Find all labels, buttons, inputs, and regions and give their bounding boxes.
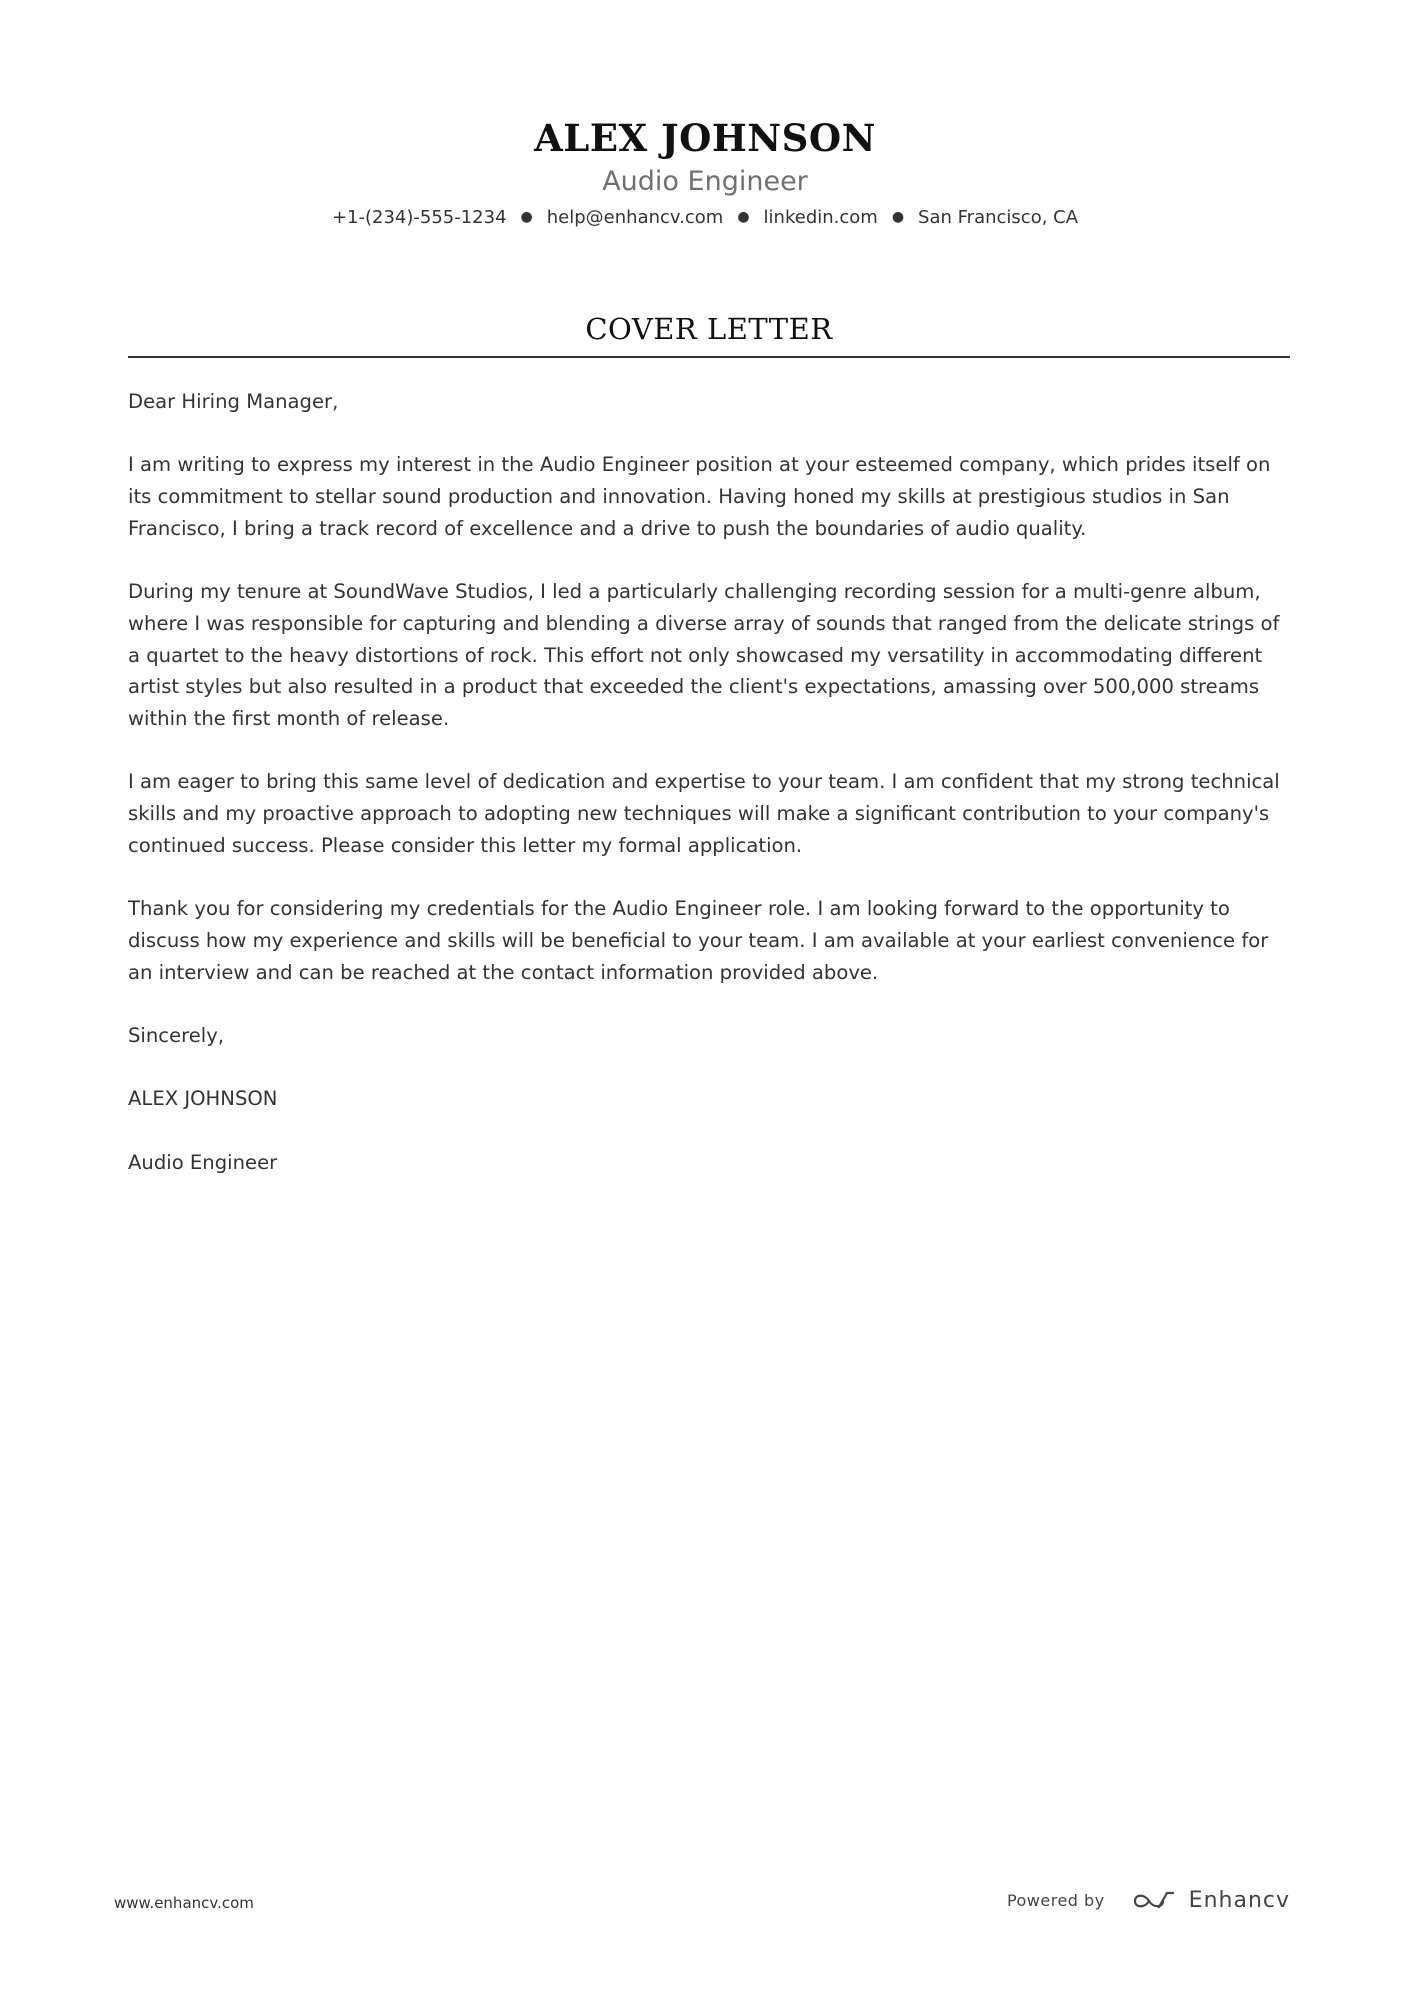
- applicant-title: Audio Engineer: [602, 166, 808, 197]
- powered-by-label: Powered by: [1006, 1891, 1105, 1910]
- contact-location: San Francisco, CA: [918, 207, 1079, 228]
- letter-salutation: Dear Hiring Manager,: [128, 390, 339, 413]
- bullet-separator: ●: [737, 209, 750, 225]
- contact-phone: +1-(234)-555-1234: [331, 207, 507, 228]
- bullet-separator: ●: [520, 209, 533, 225]
- contact-linkedin: linkedin.com: [763, 207, 878, 228]
- contact-email: help@enhancv.com: [546, 207, 724, 228]
- footer-website: www.enhancv.com: [114, 1894, 254, 1912]
- letter-body: [128, 386, 1290, 1210]
- resume-header: [0, 112, 1410, 231]
- footer-branding: [1007, 1888, 1290, 1913]
- signature-title: Audio Engineer: [128, 1150, 278, 1174]
- bullet-separator: ●: [891, 209, 905, 225]
- letter-closing: Sincerely,: [128, 1023, 225, 1047]
- section-title: COVER LETTER: [585, 312, 833, 346]
- brand-lockup: [1131, 1888, 1290, 1913]
- letter-paragraph: I am writing to express my interest in the Audio Engineer position at your esteemed company, which prides itself on its commitment to stellar sound production and innovation. Having honed my skills at prestigious studios in San Francisco, I bring a track record of excellence and a drive to push the boundaries of audio quality.: [128, 453, 1271, 540]
- letter-paragraph: During my tenure at SoundWave Studios, I led a particularly challenging recording session for a multi-genre album, where I was responsible for capturing and blending a diverse array of sounds that ranged from the delicate strings of a quartet to the heavy distortions of rock. This effort not only showcased my versatility in accommodating different artist styles but also resulted in a product that exceeded the client's expectations, amassing over 500,000 streams within the first month of release.: [128, 580, 1280, 730]
- letter-paragraph: Thank you for considering my credentials for the Audio Engineer role. I am looking forward to the opportunity to discuss how my experience and skills will be beneficial to your team. I am available at your earliest convenience for an interview and can be reached at the contact information provided above.: [128, 897, 1269, 984]
- brand-name: Enhancv: [1188, 1888, 1290, 1913]
- signature-name: ALEX JOHNSON: [128, 1087, 278, 1111]
- enhancv-logo-icon: [1131, 1889, 1177, 1913]
- section-divider: [128, 356, 1290, 358]
- applicant-name: ALEX JOHNSON: [534, 116, 876, 160]
- contact-line: [0, 204, 1410, 231]
- letter-paragraph: I am eager to bring this same level of dedication and expertise to your team. I am confident that my strong technical skills and my proactive approach to adopting new techniques will make a significant contribution to your company's continued success. Please consider this letter my formal application.: [128, 770, 1280, 857]
